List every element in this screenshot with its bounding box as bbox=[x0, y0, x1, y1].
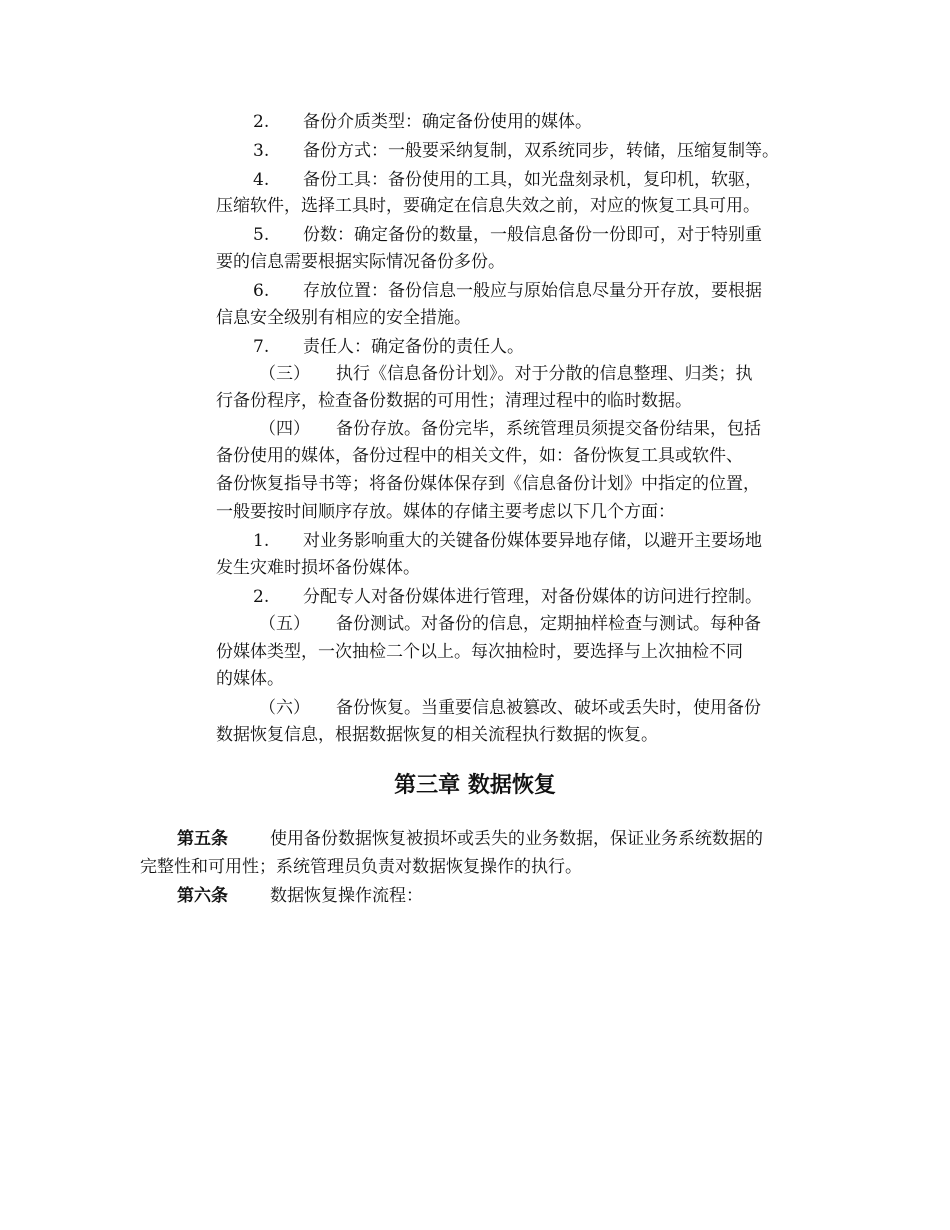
list-item-text: 备份工具：备份使用的工具，如光盘刻录机，复印机，软驱， bbox=[303, 170, 762, 190]
list-item-continuation: 发生灾难时损坏备份媒体。 bbox=[216, 558, 420, 578]
list-item-text: 对业务影响重大的关键备份媒体要异地存储，以避开主要场地 bbox=[303, 531, 762, 551]
list-item-text: 份数：确定备份的数量，一般信息备份一份即可，对于特别重 bbox=[303, 225, 762, 245]
chapter-heading: 第三章 数据恢复 bbox=[394, 773, 556, 798]
list-item-text: 备份介质类型：确定备份使用的媒体。 bbox=[303, 112, 592, 132]
list-item-continuation: 压缩软件，选择工具时，要确定在信息失效之前，对应的恢复工具可用。 bbox=[216, 196, 760, 216]
list-number: 2. bbox=[253, 587, 270, 607]
section-continuation: 备份恢复指导书等；将备份媒体保存到《信息备份计划》中指定的位置， bbox=[216, 474, 760, 494]
section-number: （五） bbox=[259, 614, 310, 634]
section-continuation: 行备份程序，检查备份数据的可用性；清理过程中的临时数据。 bbox=[216, 391, 692, 411]
list-item-text: 分配专人对备份媒体进行管理，对备份媒体的访问进行控制。 bbox=[303, 587, 762, 607]
list-number: 1. bbox=[253, 531, 270, 551]
section-text: 执行《信息备份计划》。对于分散的信息整理、归类；执 bbox=[336, 364, 753, 384]
section-continuation: 数据恢复信息，根据数据恢复的相关流程执行数据的恢复。 bbox=[216, 725, 658, 745]
list-number: 7. bbox=[253, 337, 270, 357]
list-number: 6. bbox=[253, 281, 270, 301]
list-item-text: 备份方式：一般要采纳复制，双系统同步，转储，压缩复制等。 bbox=[303, 141, 779, 161]
section-continuation: 备份使用的媒体，备份过程中的相关文件，如：备份恢复工具或软件、 bbox=[216, 446, 743, 466]
section-continuation: 的媒体。 bbox=[216, 669, 284, 689]
section-number: （三） bbox=[259, 364, 310, 384]
list-item-text: 存放位置：备份信息一般应与原始信息尽量分开存放，要根据 bbox=[303, 281, 762, 301]
list-item-continuation: 信息安全级别有相应的安全措施。 bbox=[216, 308, 471, 328]
section-text: 备份存放。备份完毕，系统管理员须提交备份结果，包括 bbox=[336, 419, 761, 439]
section-continuation: 一般要按时间顺序存放。媒体的存储主要考虑以下几个方面： bbox=[216, 502, 675, 522]
article-text: 使用备份数据恢复被损坏或丢失的业务数据，保证业务系统数据的 bbox=[270, 829, 763, 849]
article-text: 数据恢复操作流程： bbox=[270, 886, 423, 906]
list-number: 5. bbox=[253, 225, 270, 245]
list-number: 4. bbox=[253, 170, 270, 190]
section-text: 备份恢复。当重要信息被篡改、破坏或丢失时，使用备份 bbox=[336, 698, 761, 718]
section-number: （四） bbox=[259, 419, 310, 439]
list-item-text: 责任人：确定备份的责任人。 bbox=[303, 337, 524, 357]
article-label: 第五条 bbox=[177, 829, 228, 849]
list-item-continuation: 要的信息需要根据实际情况备份多份。 bbox=[216, 252, 505, 272]
section-text: 备份测试。对备份的信息，定期抽样检查与测试。每种备 bbox=[336, 614, 761, 634]
section-continuation: 份媒体类型，一次抽检二个以上。每次抽检时，要选择与上次抽检不同 bbox=[216, 642, 743, 662]
article-label: 第六条 bbox=[177, 886, 228, 906]
list-number: 3. bbox=[253, 141, 270, 161]
list-number: 2. bbox=[253, 112, 270, 132]
article-continuation: 完整性和可用性；系统管理员负责对数据恢复操作的执行。 bbox=[140, 857, 582, 877]
section-number: （六） bbox=[259, 698, 310, 718]
